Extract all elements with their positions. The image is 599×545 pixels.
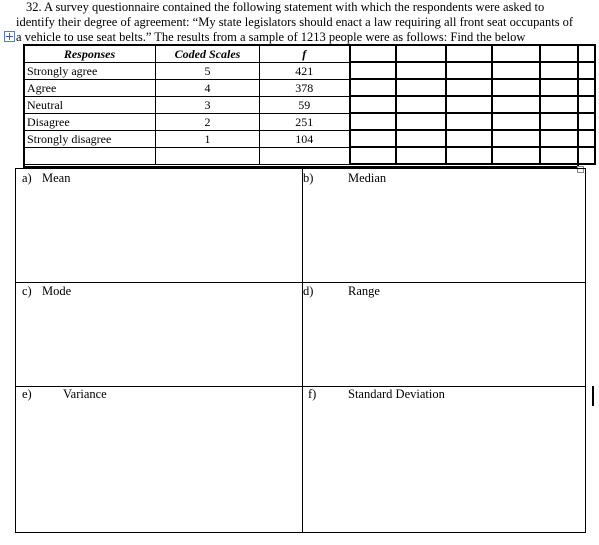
question-line-2: identify their degree of agreement: “My state legislators should enact a law requiring all front seat occupants of	[16, 15, 574, 29]
label-standard-deviation: Standard Deviation	[348, 387, 445, 401]
empty-cell[interactable]	[446, 96, 492, 113]
response-cell: Strongly disagree	[24, 130, 156, 147]
table-header-row	[24, 45, 595, 62]
empty-cell[interactable]	[446, 62, 492, 79]
empty-cell[interactable]	[446, 130, 492, 147]
frequency-cell: 59	[260, 96, 350, 113]
empty-cell[interactable]	[350, 147, 396, 164]
empty-cell[interactable]	[540, 147, 595, 164]
response-cell: Neutral	[24, 96, 156, 113]
letter-f: f)	[308, 387, 317, 401]
empty-cell[interactable]	[540, 96, 595, 113]
table-row-empty	[24, 147, 595, 164]
answer-box-mode[interactable]	[16, 283, 302, 386]
empty-cell[interactable]	[396, 113, 446, 130]
empty-cell[interactable]	[396, 79, 446, 96]
empty-cell[interactable]	[350, 45, 396, 62]
empty-cell[interactable]	[24, 147, 156, 164]
empty-cell[interactable]	[350, 130, 396, 147]
empty-cell[interactable]	[540, 45, 595, 62]
table-row	[24, 113, 595, 130]
empty-cell[interactable]	[492, 130, 540, 147]
scale-cell: 2	[156, 113, 260, 130]
answer-box-range[interactable]	[303, 283, 587, 386]
answer-box-standard-deviation[interactable]	[303, 387, 587, 534]
scale-cell: 4	[156, 79, 260, 96]
answer-box-variance[interactable]	[16, 387, 302, 534]
empty-cell[interactable]	[396, 147, 446, 164]
frequency-cell: 378	[260, 79, 350, 96]
empty-cell[interactable]	[492, 79, 540, 96]
answer-box-median[interactable]	[303, 169, 587, 282]
letter-e: e)	[22, 387, 32, 401]
empty-cell[interactable]	[396, 96, 446, 113]
empty-cell[interactable]	[260, 147, 350, 164]
label-median: Median	[348, 171, 387, 185]
scale-cell: 1	[156, 130, 260, 147]
header-coded-scales: Coded Scales	[156, 45, 260, 62]
empty-cell[interactable]	[156, 147, 260, 164]
empty-cell[interactable]	[396, 45, 446, 62]
table-row	[24, 62, 595, 79]
frequency-table	[23, 44, 596, 165]
empty-cell[interactable]	[350, 79, 396, 96]
empty-cell[interactable]	[492, 62, 540, 79]
response-cell: Strongly agree	[24, 62, 156, 79]
letter-a: a)	[22, 171, 32, 185]
frequency-cell: 104	[260, 130, 350, 147]
empty-cell[interactable]	[492, 113, 540, 130]
empty-cell[interactable]	[350, 113, 396, 130]
table-move-handle-icon[interactable]	[4, 31, 15, 42]
empty-cell[interactable]	[446, 45, 492, 62]
table-row	[24, 96, 595, 113]
empty-cell[interactable]	[350, 62, 396, 79]
empty-cell[interactable]	[446, 113, 492, 130]
header-responses: Responses	[24, 45, 156, 62]
table-row	[24, 130, 595, 147]
header-frequency: f	[260, 45, 350, 62]
response-cell: Disagree	[24, 113, 156, 130]
empty-cell[interactable]	[540, 113, 595, 130]
letter-c: c)	[22, 284, 32, 298]
scale-cell: 3	[156, 96, 260, 113]
empty-cell[interactable]	[492, 147, 540, 164]
letter-b: b)	[303, 171, 314, 185]
response-cell: Agree	[24, 79, 156, 96]
empty-cell[interactable]	[446, 147, 492, 164]
label-variance: Variance	[63, 387, 107, 401]
empty-cell[interactable]	[396, 62, 446, 79]
empty-cell[interactable]	[350, 96, 396, 113]
table-row	[24, 79, 595, 96]
scale-cell: 5	[156, 62, 260, 79]
empty-cell[interactable]	[540, 62, 595, 79]
frequency-cell: 421	[260, 62, 350, 79]
frequency-cell: 251	[260, 113, 350, 130]
empty-cell[interactable]	[540, 79, 595, 96]
letter-d: d)	[303, 284, 314, 298]
label-mean: Mean	[42, 171, 71, 185]
answer-box-mean[interactable]	[16, 169, 302, 282]
answer-grid	[15, 168, 586, 533]
empty-cell[interactable]	[446, 79, 492, 96]
question-line-1: 32. A survey questionnaire contained the following statement with which the respondents were asked to	[26, 0, 545, 14]
empty-cell[interactable]	[540, 130, 595, 147]
question-line-3: a vehicle to use seat belts.” The results from a sample of 1213 people were as follows: Find the below	[16, 30, 526, 44]
empty-cell[interactable]	[396, 130, 446, 147]
empty-cell[interactable]	[492, 45, 540, 62]
label-mode: Mode	[42, 284, 72, 298]
text-cursor	[592, 386, 594, 406]
empty-cell[interactable]	[492, 96, 540, 113]
label-range: Range	[348, 284, 380, 298]
